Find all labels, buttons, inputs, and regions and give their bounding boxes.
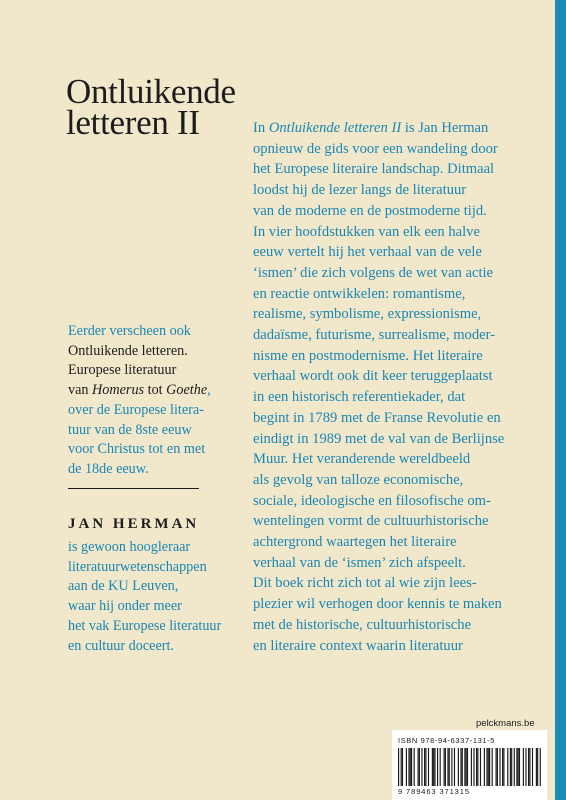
barcode-bar	[523, 748, 524, 786]
barcode-bar	[492, 748, 493, 786]
blurb-line: sociale, ideologische en filosofische om-	[253, 492, 491, 509]
blurb-line: en reactie ontwikkelen: romantisme,	[253, 285, 466, 302]
blurb-line: verhaal van de ‘ismen’ zich afspeelt.	[253, 554, 466, 571]
blurb-line: van de moderne en de postmoderne tijd.	[253, 202, 487, 219]
blurb-line: verhaal wordt ook dit keer teruggeplaatst	[253, 368, 493, 385]
barcode-bar	[528, 748, 529, 786]
barcode-bar	[476, 748, 477, 786]
earlier-italic-homerus: Homerus	[92, 382, 145, 399]
barcode-bar	[444, 748, 445, 786]
author-name: JAN HERMAN	[68, 516, 200, 532]
earlier-note-line: tuur van de 8ste eeuw	[68, 421, 192, 438]
blurb-line: In vier hoofdstukken van elk een halve	[253, 223, 480, 240]
barcode-bar	[507, 748, 508, 786]
barcode-bar	[458, 748, 459, 786]
author-bio-line: is gewoon hoogleraar	[68, 539, 191, 555]
barcode-bar	[466, 748, 467, 786]
barcode-bar	[537, 748, 538, 786]
blurb-line: in een historisch referentiekader, dat	[253, 389, 466, 406]
publisher-url: pelckmans.be	[476, 718, 535, 729]
barcode-bar	[503, 748, 504, 786]
earlier-text: tot	[144, 382, 167, 399]
blurb-line: Muur. Het veranderende wereldbeeld	[253, 451, 471, 468]
blurb-line: met de historische, cultuurhistorische	[253, 616, 472, 633]
back-cover-blurb	[253, 118, 553, 656]
author-bio-line: en cultuur doceert.	[68, 637, 174, 654]
blurb-line: wentelingen vormt de cultuurhistorische	[253, 513, 489, 530]
barcode-bar	[484, 748, 485, 786]
earlier-text: ,	[207, 382, 211, 399]
earlier-italic-goethe: Goethe	[166, 382, 208, 399]
blurb-title-italic: Ontluikende letteren II	[268, 120, 402, 136]
barcode-bar	[519, 748, 520, 786]
blurb-line: eeuw vertelt hij het verhaal van de vele	[253, 244, 482, 261]
blurb-line: Dit boek richt zich tot al wie zijn lees-	[253, 575, 477, 592]
barcode-bar	[516, 748, 517, 786]
barcode-bar	[421, 748, 422, 786]
spine-stripe	[555, 0, 566, 800]
blurb-line: opnieuw de gids voor een wandeling door	[253, 140, 498, 157]
barcode-bar	[414, 748, 415, 786]
blurb-line: begint in 1789 met de Franse Revolutie en	[253, 409, 501, 426]
barcode-bar	[497, 748, 498, 786]
earlier-note-line: Eerder verscheen ook	[68, 323, 191, 339]
barcode-bar	[440, 748, 441, 786]
earlier-text: van	[68, 382, 93, 399]
earlier-note-line: voor Christus tot en met	[68, 441, 206, 458]
barcode-bar	[499, 748, 500, 786]
barcode-bar	[532, 748, 533, 786]
author-bio-line: het vak Europese literatuur	[68, 617, 222, 634]
barcode-bar	[425, 748, 426, 786]
barcode-bar	[451, 748, 452, 786]
barcode-bar	[402, 748, 403, 786]
barcode-bar	[408, 748, 409, 786]
barcode-bar	[449, 748, 450, 786]
earlier-volume-title: Ontluikende letteren.	[68, 342, 188, 359]
barcode-bar	[477, 748, 478, 786]
divider-rule	[68, 488, 199, 489]
blurb-line: dadaïsme, futurisme, surrealisme, moder-	[253, 327, 496, 344]
barcode-bar	[410, 748, 411, 786]
barcode-bar	[518, 748, 519, 786]
blurb-line: eindigt in 1989 met de val van de Berlijnse	[253, 430, 505, 447]
barcode-bar	[462, 748, 463, 786]
barcode-bar	[525, 748, 526, 786]
barcode-bar	[471, 748, 472, 786]
barcode-bar	[411, 748, 412, 786]
author-bio-line: waar hij onder meer	[68, 598, 182, 615]
barcode-bar	[502, 748, 503, 786]
barcode-bar	[488, 748, 489, 786]
barcode-bar	[473, 748, 474, 786]
isbn-label: ISBN 978-94-6337-131-5	[398, 736, 496, 745]
blurb-line: loodst hij de lezer langs de literatuur	[253, 182, 467, 199]
barcode-bar	[432, 748, 433, 786]
barcode-bar	[460, 748, 461, 786]
blurb-text: is Jan Herman	[401, 120, 489, 136]
isbn-barcode	[392, 730, 547, 800]
blurb-line: het Europese literaire landschap. Ditmaal	[253, 161, 495, 178]
barcode-bar	[406, 748, 407, 786]
blurb-line: ‘ismen’ die zich volgens de wet van actie	[253, 264, 494, 281]
barcode-bar	[511, 748, 512, 786]
blurb-line: achtergrond waartegen het literaire	[253, 534, 457, 551]
barcode-bar	[510, 748, 511, 786]
blurb-line: realisme, symbolisme, expressionisme,	[253, 306, 482, 323]
barcode-bar	[428, 748, 429, 786]
barcode-bar	[514, 748, 515, 786]
earlier-note-line: over de Europese litera-	[68, 401, 204, 418]
book-title-line-2: letteren II	[66, 103, 200, 142]
barcode-bar	[486, 748, 487, 786]
barcode-bar	[540, 748, 541, 786]
earlier-volume-subtitle: Europese literatuur	[68, 362, 177, 379]
barcode-bar	[433, 748, 434, 786]
barcode-bar	[454, 748, 455, 786]
barcode-bar	[445, 748, 446, 786]
blurb-line: als gevolg van talloze economische,	[253, 471, 464, 488]
barcode-bar	[419, 748, 420, 786]
barcode-bar	[418, 748, 419, 786]
barcode-bar	[529, 748, 530, 786]
author-bio-line: aan de KU Leuven,	[68, 578, 179, 595]
author-bio-line: literatuurwetenschappen	[68, 558, 207, 575]
blurb-text: In	[253, 120, 269, 136]
barcode-digits: 9 789463 371315	[398, 787, 470, 796]
barcode-bar	[536, 748, 537, 786]
barcode-bar	[398, 748, 399, 786]
barcode-bar	[496, 748, 497, 786]
barcode-bar	[464, 748, 465, 786]
barcode-bars	[398, 748, 541, 786]
blurb-line: nisme en postmodernisme. Het literaire	[253, 347, 483, 364]
book-title-line-1: Ontluikende	[66, 72, 236, 111]
barcode-bar	[447, 748, 448, 786]
earlier-note-line: de 18de eeuw.	[68, 460, 149, 477]
blurb-line: en literaire context waarin literatuur	[253, 637, 463, 654]
earlier-volume-note	[68, 322, 243, 480]
barcode-bar	[480, 748, 481, 786]
barcode-bar	[489, 748, 490, 786]
barcode-bar	[437, 748, 438, 786]
blurb-line	[253, 118, 553, 139]
barcode-bar	[434, 748, 435, 786]
author-bio	[68, 538, 243, 656]
barcode-bar	[467, 748, 468, 786]
book-title	[66, 72, 236, 142]
barcode-bar	[401, 748, 402, 786]
earlier-volume-subtitle	[68, 381, 243, 401]
barcode-bar	[424, 748, 425, 786]
blurb-line: plezier wil verhogen door kennis te maken	[253, 596, 502, 613]
